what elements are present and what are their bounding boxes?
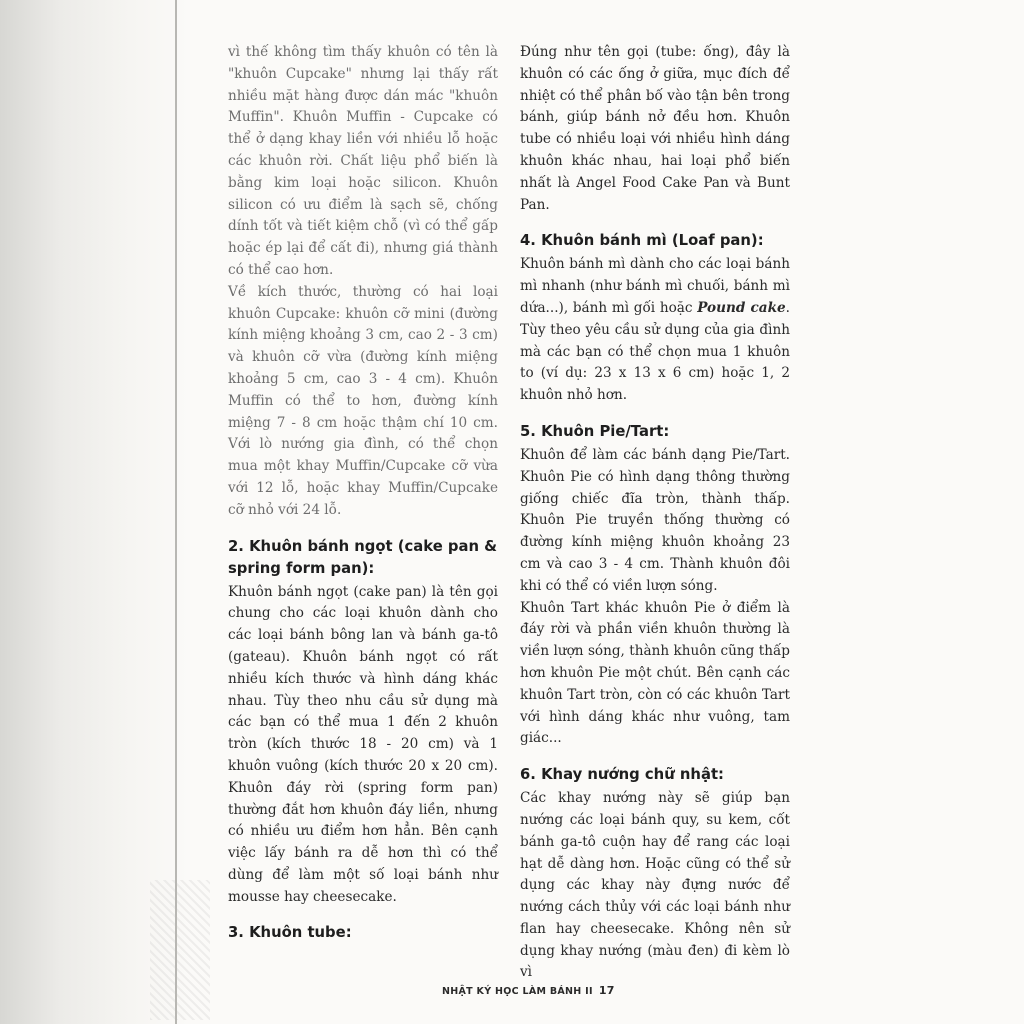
heading-cake-pan: 2. Khuôn bánh ngọt (cake pan & spring form pan): [228,537,498,577]
paragraph-cupcake-sizes: Về kích thước, thường có hai loại khuôn Cupcake: khuôn cỡ mini (đường kính miệng khoảng 3 cm, cao 2 - 3 cm) và khuôn cỡ vừa (đường kính miệng khoảng 5 cm, cao 3 - 4 cm). Khuôn Muffin có thể to hơn, đường kính miệng 7 - 8 cm hoặc thậm chí 10 cm. Với lò nướng gia đình, có thể chọn mua một khay Muffin/Cupcake cỡ vừa với 12 lỗ, hoặc khay Muffin/Cupcake cỡ nhỏ với 24 lỗ. [228,283,498,518]
running-title: NHẬT KÝ HỌC LÀM BÁNH II [442,986,593,997]
loaf-text-a: Khuôn bánh mì dành cho các loại bánh mì nhanh (như bánh mì chuối, bánh mì dứa...), bánh mì gối hoặc [520,256,790,316]
paragraph-baking-tray: Các khay nướng này sẽ giúp bạn nướng các loại bánh quy, su kem, cốt bánh ga-tô cuộn hay để rang các loại hạt dễ dàng hơn. Hoặc cũng có thể sử dụng các khay này đựng nước để nướng cách thủy với các loại bánh như flan hay cheesecake. Không nên sử dụng khay nướng (màu đen) đi kèm lò vì [520,790,790,981]
page-number: 17 [598,984,615,997]
heading-pie-tart: 5. Khuôn Pie/Tart: [520,422,670,440]
paragraph-muffin-cupcake: vì thế không tìm thấy khuôn có tên là "khuôn Cupcake" nhưng lại thấy rất nhiều mặt hàng được dán mác "khuôn Muffin". Khuôn Muffin - Cupcake có thể ở dạng khay liền với nhiều lỗ hoặc các khuôn rời. Chất liệu phổ biến là bằng kim loại hoặc silicon. Khuôn silicon có ưu điểm là sạch sẽ, chống dính tốt và tiết kiệm chỗ (vì có thể gấp hoặc ép lại để cất đi), nhưng giá thành có thể cao hơn. [228,44,498,278]
page-footer [442,984,615,997]
left-column [228,42,498,946]
paragraph-tube-pan: Đúng như tên gọi (tube: ống), đây là khuôn có các ống ở giữa, mục đích để nhiệt có thể phân bố vào tận bên trong bánh, giúp bánh nở đều hơn. Khuôn tube có nhiều loại với nhiều hình dáng khuôn khác nhau, hai loại phổ biến nhất là Angel Food Cake Pan và Bunt Pan. [520,44,790,213]
pound-cake-emphasis: Pound cake [697,299,786,316]
loaf-text-b: . Tùy theo yêu cầu sử dụng của gia đình mà các bạn có thể chọn mua 1 khuôn to (ví dụ: 23 x 13 x 6 cm) hoặc 1, 2 khuôn nhỏ hơn. [520,299,790,404]
heading-baking-tray: 6. Khay nướng chữ nhật: [520,766,724,784]
paragraph-tart: Khuôn Tart khác khuôn Pie ở điểm là đáy rời và phần viền khuôn thường là viền lượn sóng, thành khuôn cũng thấp hơn khuôn Pie một chút. Bên cạnh các khuôn Tart tròn, còn có các khuôn Tart với hình dáng khác như vuông, tam giác... [520,599,790,747]
heading-tube-pan: 3. Khuôn tube: [228,924,352,942]
paragraph-pie: Khuôn để làm các bánh dạng Pie/Tart. Khuôn Pie có hình dạng thông thường giống chiếc đĩa tròn, thành thấp. Khuôn Pie truyền thống thường có đường kính miệng khuôn khoảng 23 cm và cao 3 - 4 cm. Thành khuôn đôi khi có thể có viền lượn sóng. [520,446,790,594]
paragraph-loaf-pan [520,254,790,407]
heading-loaf-pan: 4. Khuôn bánh mì (Loaf pan): [520,232,764,250]
right-column [520,42,790,984]
paragraph-cake-pan: Khuôn bánh ngọt (cake pan) là tên gọi chung cho các loại khuôn dành cho các loại bánh bông lan và bánh ga-tô (gateau). Khuôn bánh ngọt có rất nhiều kích thước và hình dáng khác nhau. Tùy theo nhu cầu sử dụng mà các bạn có thể mua 1 đến 2 khuôn tròn (kích thước 18 - 20 cm) và 1 khuôn vuông (kích thước 20 x 20 cm). Khuôn đáy rời (spring form pan) thường đắt hơn khuôn đáy liền, nhưng có nhiều ưu điểm hơn hẳn. Bên cạnh việc lấy bánh ra dễ hơn thì có thể dùng để làm một số loại bánh như mousse hay cheesecake. [228,583,498,905]
